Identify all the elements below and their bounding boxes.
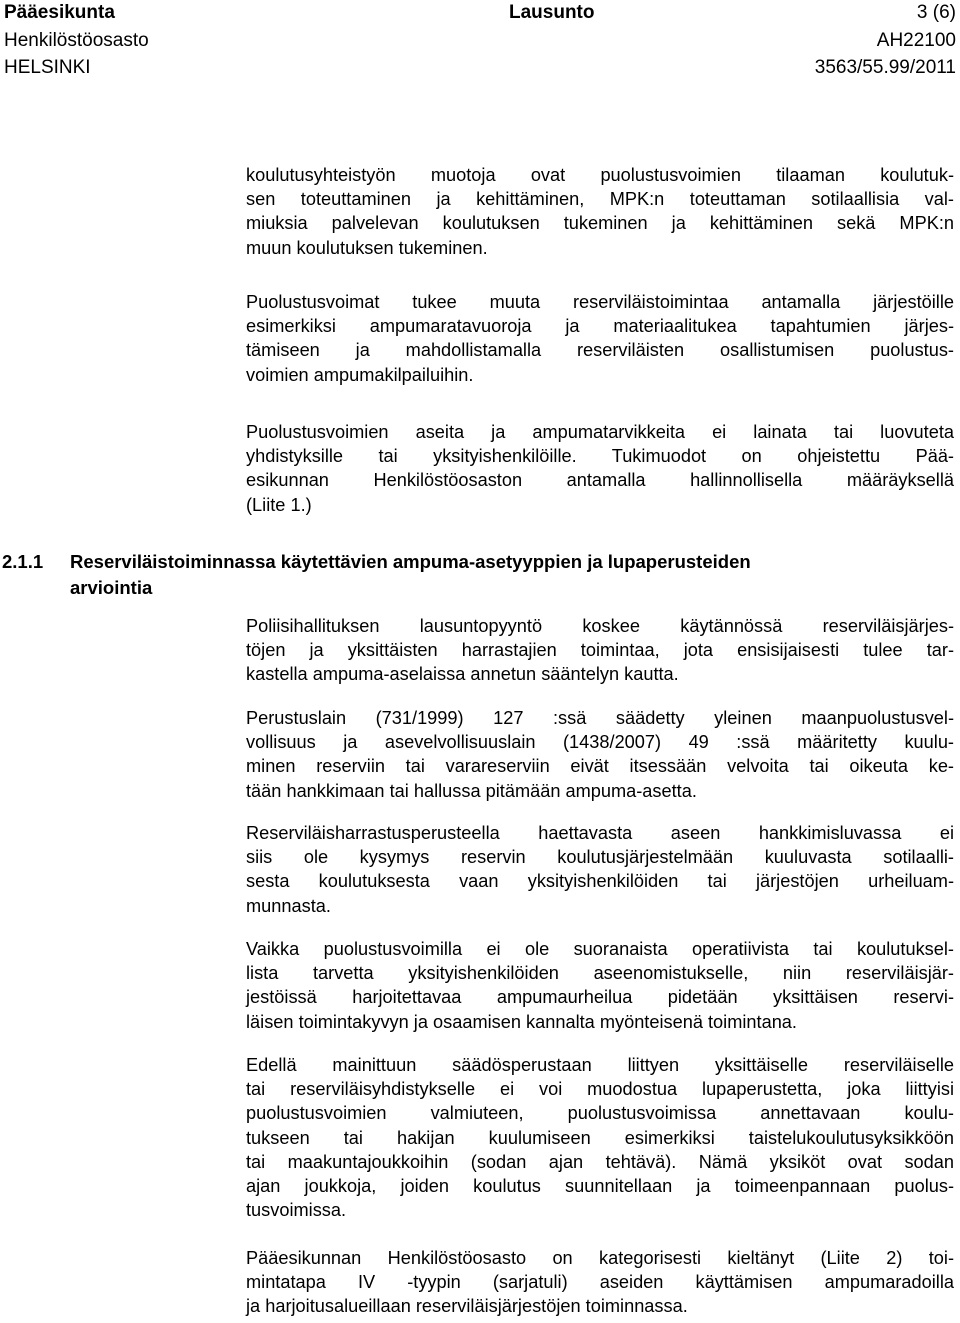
paragraph xyxy=(246,1053,954,1222)
text-line: koulutusyhteistyön muotoja ovat puolustusvoimien tilaaman koulutuk- xyxy=(246,165,954,185)
text-line: Pääesikunnan Henkilöstöosasto on kategorisesti kieltänyt (Liite 2) toi- xyxy=(246,1248,954,1268)
text-line: munnasta. xyxy=(246,895,331,916)
text-line: Reserviläisharrastusperusteella haettavasta aseen hankkimisluvassa ei xyxy=(246,823,954,843)
text-line: muun koulutuksen tukeminen. xyxy=(246,237,488,258)
text-line: lista tarvetta yksityishenkilöiden aseenomistukselle, niin reserviläisjär- xyxy=(246,963,954,984)
text-line: läisen toimintakyvyn ja osaamisen kannalta myönteisenä toimintana. xyxy=(246,1011,797,1032)
paragraph xyxy=(246,706,954,803)
text-line: voimien ampumakilpailuihin. xyxy=(246,364,474,385)
text-line: (Liite 1.) xyxy=(246,494,312,515)
header-doc-type: Lausunto xyxy=(509,2,595,23)
text-line: sen toteuttaminen ja kehittäminen, MPK:n toteuttaman sotilaallisia val- xyxy=(246,189,954,210)
text-line: tusvoimissa. xyxy=(246,1200,347,1221)
text-line: Perustuslain (731/1999) 127 :ssä säädetty yleinen maanpuolustusvel- xyxy=(246,708,954,728)
text-line: esimerkiksi ampumaratavuoroja ja materiaalitukea tapahtumien järjes- xyxy=(246,316,954,337)
text-line: ja harjoitusalueillaan reserviläisjärjestöjen toiminnassa. xyxy=(246,1296,688,1317)
text-line: siis ole kysymys reservin koulutusjärjestelmään kuuluvasta sotilaalli- xyxy=(246,847,954,868)
text-line: puolustusvoimien valmiuteen, puolustusvoimissa annettavaan koulu- xyxy=(246,1103,954,1124)
header-ref-code: AH22100 xyxy=(876,30,956,51)
section-number: 2.1.1 xyxy=(2,551,44,572)
text-line: yhdistyksille tai yksityishenkilöille. Tukimuodot on ohjeistettu Pää- xyxy=(246,446,954,467)
header-department: Henkilöstöosasto xyxy=(4,30,149,51)
text-line: tään hankkimaan tai hallussa pitämään ampuma-asetta. xyxy=(246,780,697,801)
text-line: Puolustusvoimien aseita ja ampumatarvikkeita ei lainata tai luovuteta xyxy=(246,422,954,442)
text-line: kastella ampuma-aselaissa annetun sääntelyn kautta. xyxy=(246,664,679,685)
paragraph xyxy=(246,821,954,918)
paragraph xyxy=(246,1246,954,1319)
text-line: esikunnan Henkilöstöosaston antamalla hallinnollisella määräyksellä xyxy=(246,470,954,491)
text-line: Puolustusvoimat tukee muuta reserviläistoimintaa antamalla järjestöille xyxy=(246,292,954,312)
text-line: jestöissä harjoitettavaa ampumaurheilua pidetään yksittäisen reservi- xyxy=(246,987,954,1008)
text-line: Poliisihallituksen lausuntopyyntö koskee käytännössä reserviläisjärjes- xyxy=(246,616,954,636)
section-title: Reserviläistoiminnassa käytettävien ampuma-asetyyppien ja lupaperusteiden xyxy=(70,551,751,572)
text-line: vollisuus ja asevelvollisuuslain (1438/2007) 49 :ssä määritetty kuulu- xyxy=(246,732,954,753)
text-line: minen reserviin tai varareserviin eivät itsessään velvoita tai oikeuta ke- xyxy=(246,756,954,777)
section-title-continued: arviointia xyxy=(70,577,153,598)
text-line: tukseen tai hakijan kuulumiseen esimerkiksi taistelukoulutusyksikköön xyxy=(246,1127,954,1148)
text-line: tai reserviläisyhdistykselle ei voi muodostua lupaperustetta, joka liittyisi xyxy=(246,1079,954,1100)
paragraph xyxy=(246,290,954,387)
text-line: tai maakuntajoukkoihin (sodan ajan tehtävä). Nämä yksiköt ovat sodan xyxy=(246,1151,954,1172)
paragraph xyxy=(246,163,954,260)
header-page-number: 3 (6) xyxy=(916,2,956,23)
text-line: ajan joukkoja, joiden koulutus suunnitellaan ja toimeenpannaan puolus- xyxy=(246,1176,954,1197)
text-line: Vaikka puolustusvoimilla ei ole suoranaista operatiivista tai koulutuksel- xyxy=(246,939,954,959)
text-line: tämiseen ja mahdollistamalla reserviläisten osallistumisen puolustus- xyxy=(246,340,954,361)
text-line: töjen ja yksittäisten harrastajien toimintaa, jota ensisijaisesti tulee tar- xyxy=(246,640,954,661)
header-org: Pääesikunta xyxy=(4,2,115,23)
paragraph xyxy=(246,420,954,517)
paragraph xyxy=(246,937,954,1034)
text-line: mintatapa IV -tyypin (sarjatuli) aseiden käyttämisen ampumaradoilla xyxy=(246,1272,954,1293)
header-city: HELSINKI xyxy=(4,57,91,78)
text-line: miuksia palvelevan koulutuksen tukeminen ja kehittäminen sekä MPK:n xyxy=(246,213,954,234)
header-ref-number: 3563/55.99/2011 xyxy=(814,57,956,78)
text-line: sesta koulutuksesta vaan yksityishenkilöiden tai järjestöjen urheiluam- xyxy=(246,871,954,892)
paragraph xyxy=(246,614,954,687)
text-line: Edellä mainittuun säädösperustaan liittyen yksittäiselle reserviläiselle xyxy=(246,1055,954,1075)
